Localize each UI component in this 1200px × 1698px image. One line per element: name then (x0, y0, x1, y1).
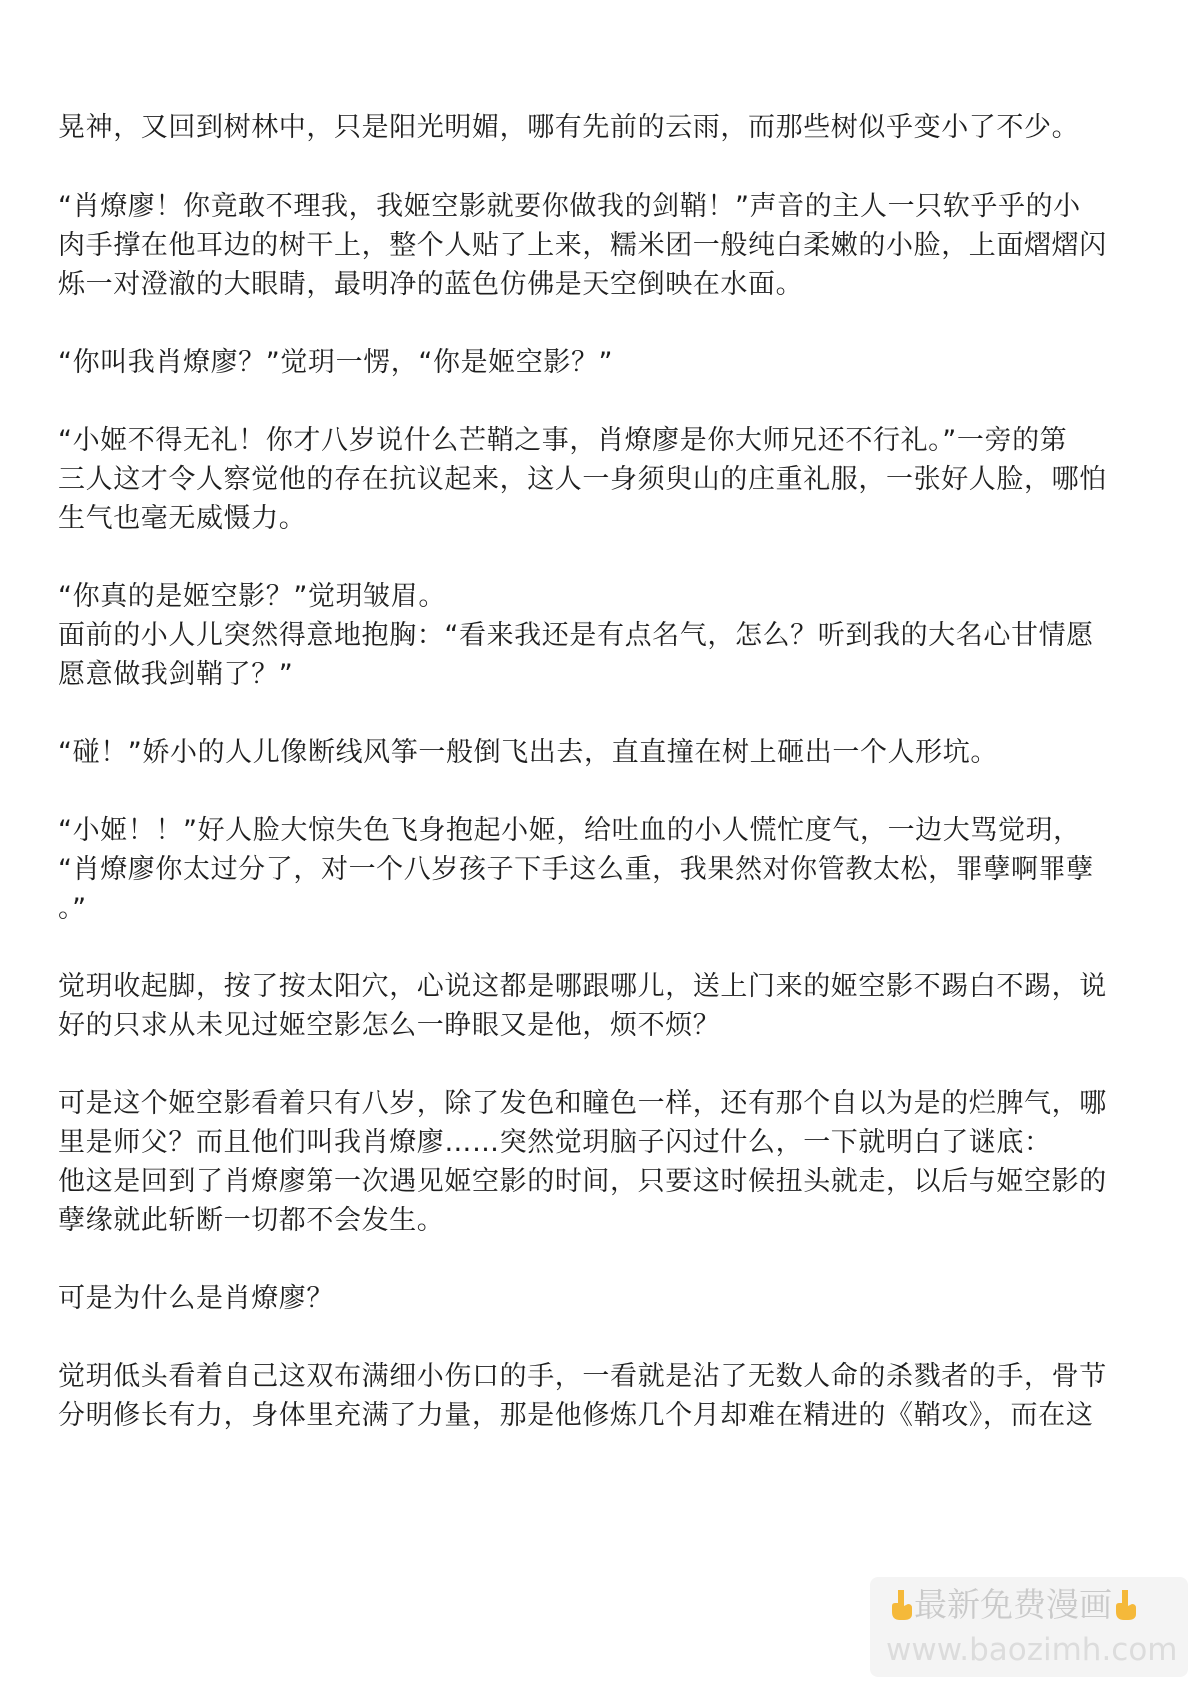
site-watermark[interactable] (870, 1577, 1188, 1677)
paragraph-6: “碰！”娇小的人儿像断线风筝一般倒飞出去，直直撞在树上砸出一个人形坑。 (58, 737, 998, 768)
paragraph-2: “肖燎廖！你竟敢不理我，我姬空影就要你做我的剑鞘！”声音的主人一只软乎乎的小 肉手撑在他耳边的树干上，整个人贴了上来，糯米团一般纯白柔嫩的小脸，上面熠熠闪 烁一对澄澈的大眼睛，最明净的蓝色仿佛是天空倒映在水面。 (58, 191, 1107, 300)
paragraph-9: 可是这个姬空影看着只有八岁，除了发色和瞳色一样，还有那个自以为是的烂脾气，哪 里是师父？而且他们叫我肖燎廖……突然觉玥脑子闪过什么，一下就明白了谜底： 他这是回到了肖燎廖第一次遇见姬空影的时间，只要这时候扭头就走，以后与姬空影的 孽缘就此斩断一切都不会发生。 (58, 1088, 1107, 1236)
paragraph-4: “小姬不得无礼！你才八岁说什么芒鞘之事，肖燎廖是你大师兄还不行礼。”一旁的第 三人这才令人察觉他的存在抗议起来，这人一身须臾山的庄重礼服，一张好人脸，哪怕 生气也毫无威慑力。 (58, 425, 1107, 534)
paragraph-3: “你叫我肖燎廖？”觉玥一愣，“你是姬空影？” (58, 347, 614, 378)
paragraph-8: 觉玥收起脚，按了按太阳穴，心说这都是哪跟哪儿，送上门来的姬空影不踢白不踢，说 好的只求从未见过姬空影怎么一睁眼又是他，烦不烦？ (58, 971, 1107, 1041)
paragraph-11: 觉玥低头看着自己这双布满细小伤口的手，一看就是沾了无数人命的杀戮者的手，骨节 分明修长有力，身体里充满了力量，那是他修炼几个月却难在精进的《鞘攻》，而在这 (58, 1361, 1107, 1431)
watermark-title-text: 最新免费漫画 (914, 1585, 1112, 1624)
paragraph-7: “小姬！！”好人脸大惊失色飞身抱起小姬，给吐血的小人慌忙度气，一边大骂觉玥， “肖燎廖你太过分了，对一个八岁孩子下手这么重，我果然对你管教太松，罪孽啊罪孽 。” (58, 815, 1094, 924)
paragraph-5: “你真的是姬空影？”觉玥皱眉。 面前的小人儿突然得意地抱胸：“看来我还是有点名气，怎么？听到我的大名心甘情愿 愿意做我剑鞘了？” (58, 581, 1094, 690)
paragraph-1: 晃神，又回到树林中，只是阳光明媚，哪有先前的云雨，而那些树似乎变小了不少。 (58, 112, 1080, 143)
watermark-title (888, 1585, 1138, 1625)
pointing-hand-icon (888, 1588, 914, 1622)
pointing-hand-icon (1112, 1588, 1138, 1622)
paragraph-10: 可是为什么是肖燎廖？ (58, 1283, 334, 1314)
watermark-url[interactable]: www.baozimh.com (886, 1632, 1178, 1668)
